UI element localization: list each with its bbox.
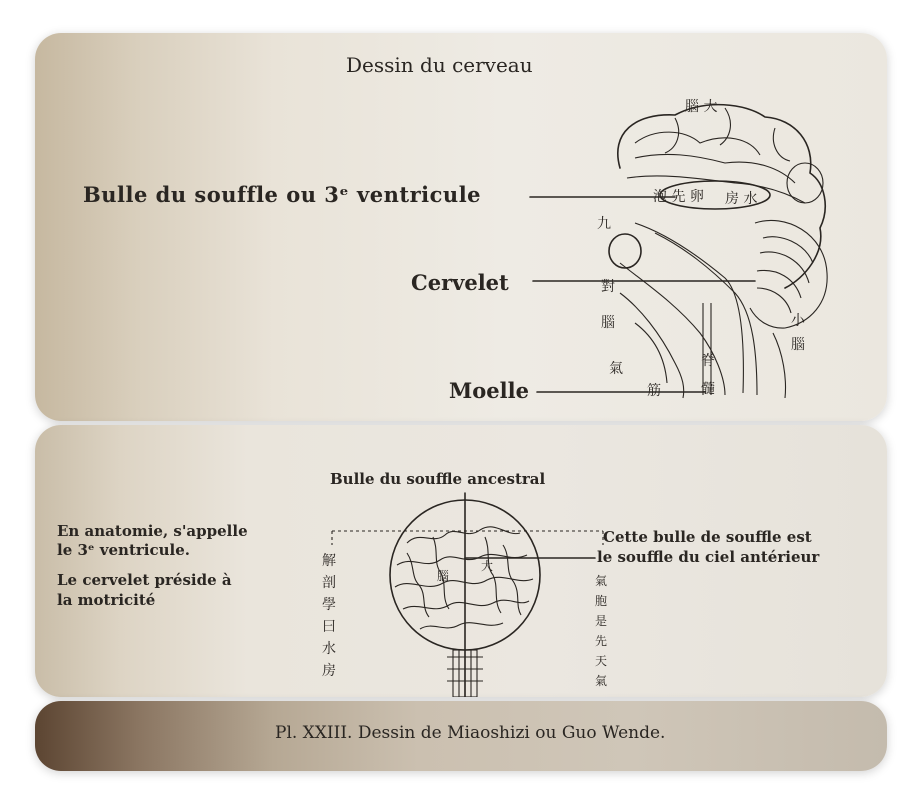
svg-text:學: 學 <box>322 597 336 613</box>
svg-text:剖: 剖 <box>322 575 336 591</box>
svg-text:先: 先 <box>595 634 608 648</box>
svg-text:氣: 氣 <box>595 574 608 588</box>
brain-side-illustration <box>35 33 887 421</box>
note-cervelet-line2: la motricité <box>57 591 156 609</box>
note-anatomie-line1: En anatomie, s'appelle <box>57 522 248 540</box>
svg-text:小: 小 <box>791 313 805 329</box>
svg-text:腦 大: 腦 大 <box>685 99 718 115</box>
svg-text:腦: 腦 <box>791 337 805 353</box>
note-souffle-line2: le souffle du ciel antérieur <box>597 548 820 566</box>
brain-drawing-panel <box>35 33 887 421</box>
svg-text:是: 是 <box>595 614 608 628</box>
round-brain-illustration <box>35 425 887 697</box>
svg-text:腦: 腦 <box>601 315 615 331</box>
svg-text:解: 解 <box>322 553 336 569</box>
caption-panel <box>35 701 887 771</box>
svg-text:氣: 氣 <box>609 361 623 377</box>
label-cervelet: Cervelet <box>411 270 509 295</box>
svg-text:腦: 腦 <box>437 569 450 583</box>
svg-text:大: 大 <box>481 559 494 573</box>
ancestral-bubble-panel <box>35 425 887 697</box>
svg-text:曰: 曰 <box>322 619 336 635</box>
panel-title: Dessin du cerveau <box>346 53 533 77</box>
svg-text:九: 九 <box>597 216 611 232</box>
note-anatomie-line2: le 3ᵉ ventricule. <box>57 541 190 559</box>
label-moelle: Moelle <box>449 378 529 403</box>
svg-text:房: 房 <box>322 663 336 679</box>
note-cervelet-line1: Le cervelet préside à <box>57 571 232 589</box>
svg-text:泡 先 卵: 泡 先 卵 <box>653 189 704 205</box>
label-bulle-ancestral: Bulle du souffle ancestral <box>330 470 546 488</box>
svg-text:胞: 胞 <box>595 594 608 608</box>
svg-text:髓: 髓 <box>701 381 715 397</box>
label-bulle-du-souffle: Bulle du souffle ou 3ᵉ ventricule <box>83 182 482 207</box>
svg-text:天: 天 <box>595 654 608 668</box>
svg-text:筋: 筋 <box>647 383 661 399</box>
svg-text:房 水: 房 水 <box>725 191 758 207</box>
plate-caption: Pl. XXIII. Dessin de Miaoshizi ou Guo Wende. <box>275 723 666 743</box>
svg-text:脊: 脊 <box>701 353 715 369</box>
svg-text:水: 水 <box>322 641 336 657</box>
note-souffle-line1: Cette bulle de souffle est <box>603 528 812 546</box>
svg-text:氣: 氣 <box>595 674 608 688</box>
svg-text:對: 對 <box>601 279 615 295</box>
